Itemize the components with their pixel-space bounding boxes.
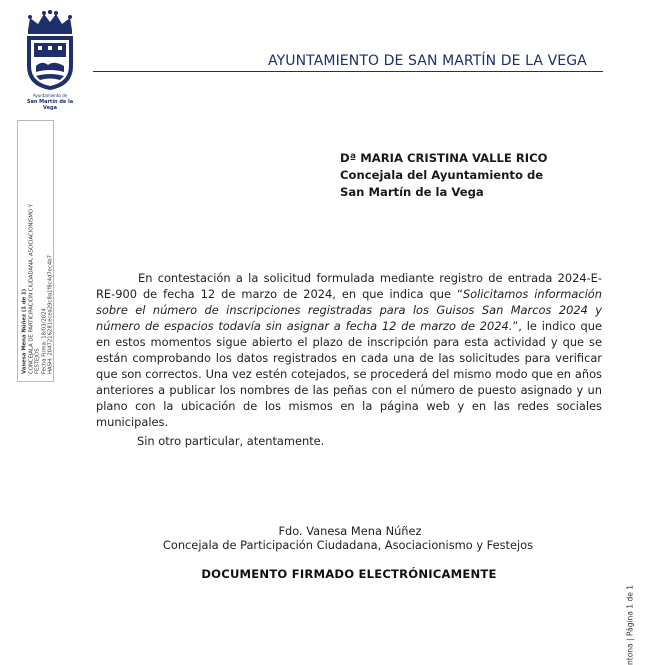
page-indicator: ntona | Página 1 de 1 [625, 585, 635, 665]
electronic-signature-notice: DOCUMENTO FIRMADO ELECTRÓNICAMENTE [201, 567, 497, 581]
recipient-place: San Martín de la Vega [340, 185, 484, 199]
signature-name: Fdo. Vanesa Mena Núñez [278, 524, 422, 538]
body-quote: Solicitamos información sobre el número de inscripciones registradas para los Guisos San Marcos 2024 y número de espacios todavía sin asignar a fecha 12 de marzo de 2024. [96, 287, 603, 333]
municipal-crest-logo [20, 10, 80, 111]
recipient-block [340, 150, 548, 201]
page-title: AYUNTAMIENTO DE SAN MARTÍN DE LA VEGA [268, 53, 587, 69]
signature-role: Concejala de Participación Ciudadana, Asociacionismo y Festejos [162, 538, 534, 552]
closing-line: Sin otro particular, atentamente. [137, 434, 325, 448]
signature-stamp-text [22, 130, 55, 374]
header-divider [93, 71, 603, 72]
logo-caption-line1: Ayuntamiento de [32, 93, 68, 98]
body-paragraph [96, 270, 602, 430]
stamp-role: CONCEJALA DE PARTICIPACIÓN CIUDADANA, ASOCIACIONISMO Y [28, 204, 35, 374]
stamp-role-cont: FESTEJOS [34, 348, 41, 374]
letter-body [96, 270, 602, 430]
stamp-signer: Vanesa Mena Núñez (1 de 1) [21, 288, 28, 374]
stamp-date: Fecha Firma: 18/03/2024 [41, 308, 48, 374]
body-part2: ”, le indico que en estos momentos sigue abierto el plazo de inscripción para esta actividad y que se están comprobando los datos registrados en cada una de las solicitudes para verificar que son correctos. Una vez estén cotejados, se procederá del mismo modo que en años anteriores a publicar los nombres de las peñas con el número de puesto asignado y un plano con la ubicación de los mismos en la página web y en las redes sociales municipales. [96, 319, 602, 429]
logo-caption-line2: San Martín de la Vega [26, 99, 74, 111]
recipient-name: Dª MARIA CRISTINA VALLE RICO [340, 151, 548, 165]
stamp-hash: HASH: 2047216281ecea29c8a1f8c4d7ec4b7 [47, 255, 54, 374]
body-part1: En contestación a la solicitud formulada mediante registro de entrada 2024-E-RE-900 de fecha 12 de marzo de 2024, en que indica que “ [96, 271, 602, 301]
recipient-role: Concejala del Ayuntamiento de [340, 168, 544, 182]
crest-icon [20, 10, 80, 92]
